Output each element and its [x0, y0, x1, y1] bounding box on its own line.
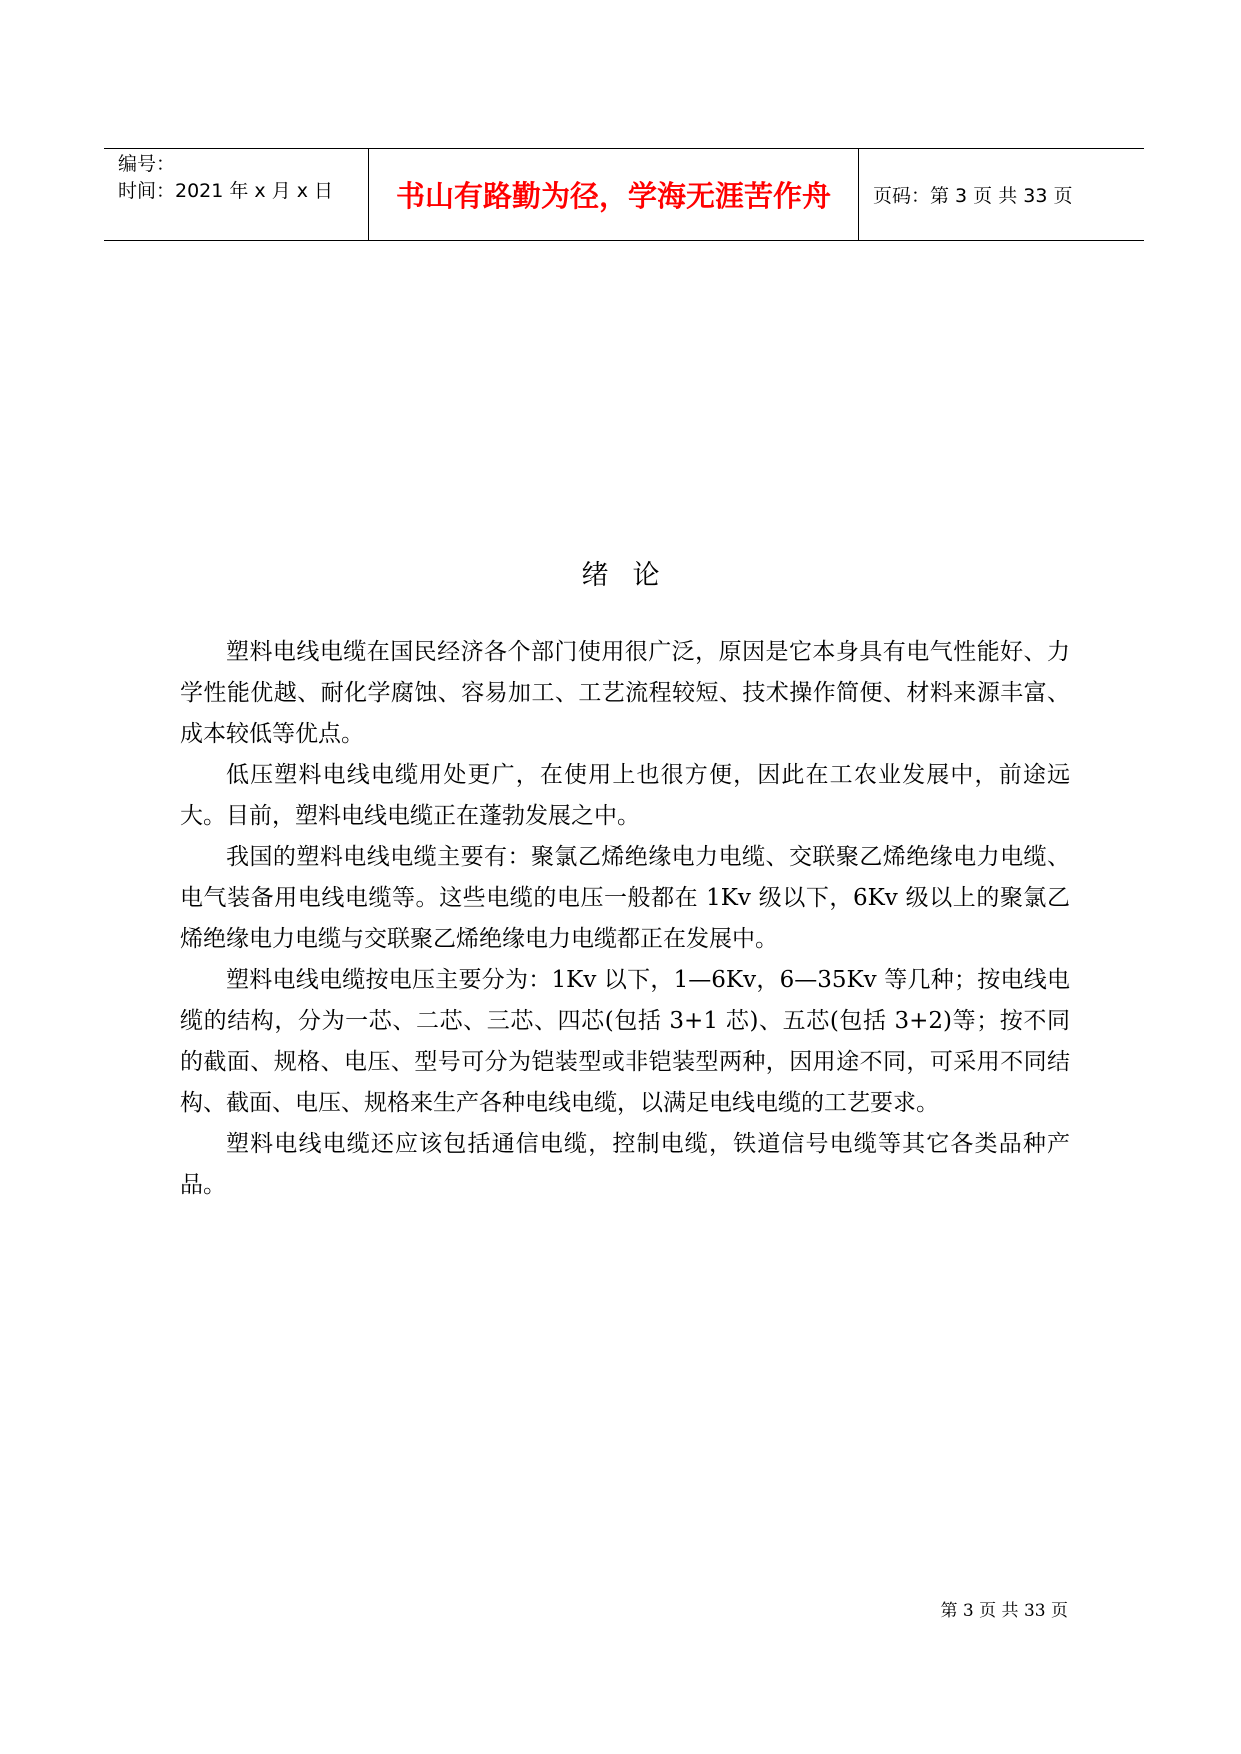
header-motto-cell [369, 149, 859, 240]
paragraph: 塑料电线电缆在国民经济各个部门使用很广泛，原因是它本身具有电气性能好、力学性能优越、耐化学腐蚀、容易加工、工艺流程较短、技术操作简便、材料来源丰富、成本较低等优点。 [180, 639, 1070, 747]
paragraph: 塑料电线电缆按电压主要分为：1Kv 以下，1—6Kv，6—35Kv 等几种；按电线电缆的结构，分为一芯、二芯、三芯、四芯(包括 3+1 芯)、五芯(包括 3+2)等；按不同的截面、规格、电压、型号可分为铠装型或非铠装型两种，因用途不同，可采用不同结构、截面、电压、规格来生产各种电线电缆，以满足电线电缆的工艺要求。 [180, 967, 1070, 1116]
header-meta [104, 149, 369, 240]
page-info: 页码：第 3 页 共 33 页 [873, 185, 1073, 207]
number-label: 编号： [118, 153, 176, 175]
document-title: 绪论 [581, 560, 684, 591]
document-body [180, 632, 1070, 1206]
motto: 书山有路勤为径，学海无涯苦作舟 [395, 179, 831, 213]
paragraph: 塑料电线电缆还应该包括通信电缆，控制电缆，铁道信号电缆等其它各类品种产品。 [180, 1131, 1070, 1198]
header-table [104, 148, 1144, 241]
time-label: 时间：2021 年 x 月 x 日 [118, 180, 334, 202]
header-page-info [859, 149, 1144, 240]
footer-page-number: 第 3 页 共 33 页 [940, 1601, 1068, 1621]
paragraph: 低压塑料电线电缆用处更广，在使用上也很方便，因此在工农业发展中，前途远大。目前，塑料电线电缆正在蓬勃发展之中。 [180, 762, 1070, 829]
paragraph: 我国的塑料电线电缆主要有：聚氯乙烯绝缘电力电缆、交联聚乙烯绝缘电力电缆、电气装备用电线电缆等。这些电缆的电压一般都在 1Kv 级以下，6Kv 级以上的聚氯乙烯绝缘电力电缆与交联聚乙烯绝缘电力电缆都正在发展中。 [180, 844, 1070, 952]
